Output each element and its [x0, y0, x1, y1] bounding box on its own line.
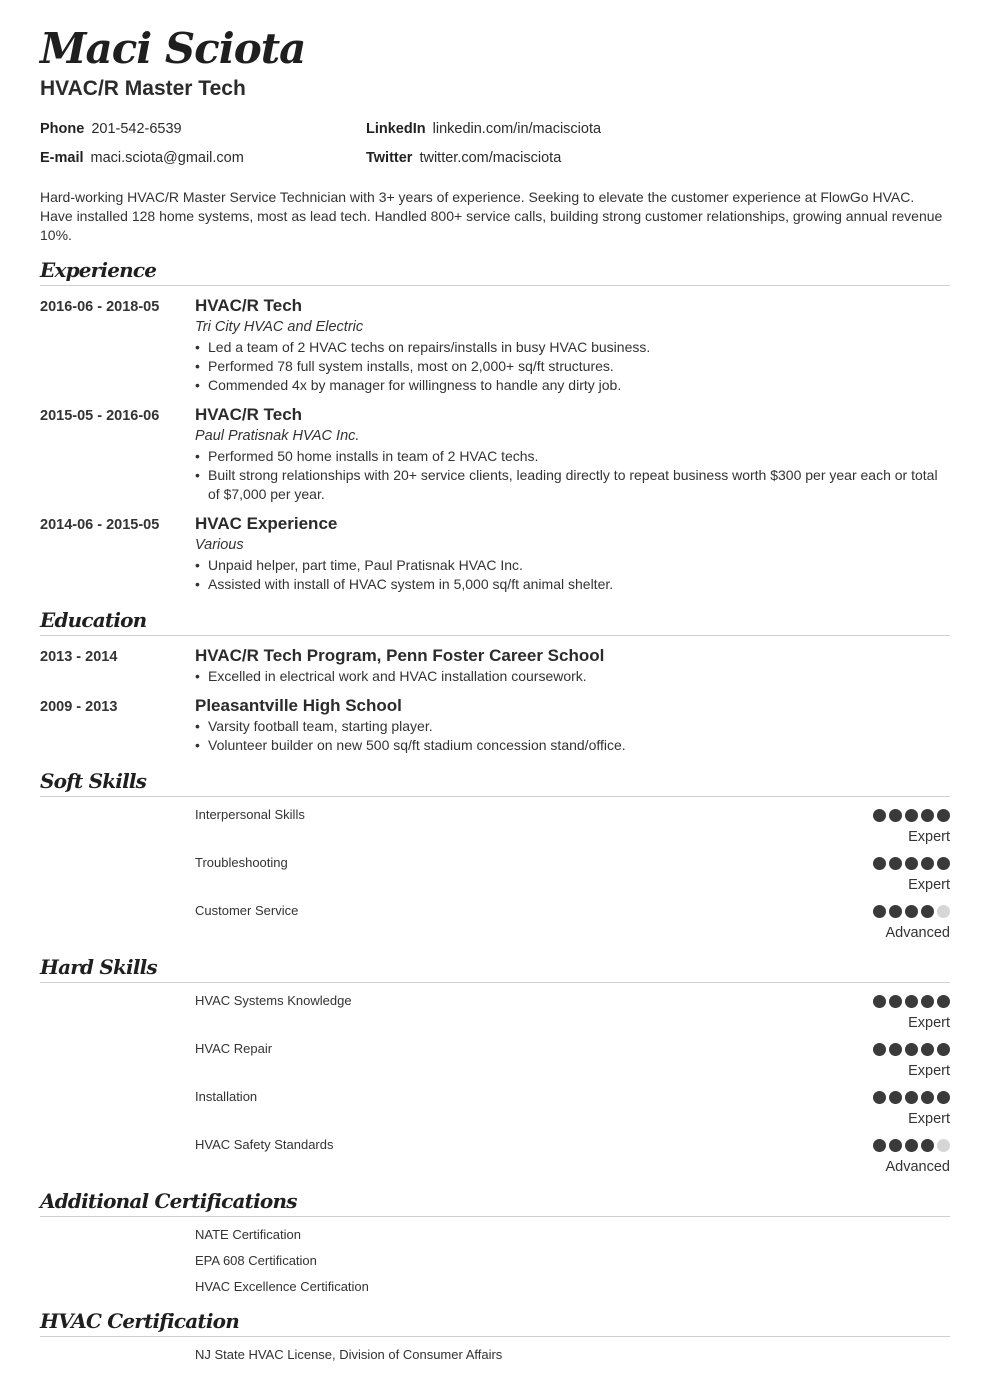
job-title: HVAC/R Master Tech — [40, 77, 246, 100]
rating-dot-filled — [937, 857, 950, 870]
rating-dot-filled — [873, 1139, 886, 1152]
entry-dates: 2015-05 - 2016-06 — [40, 408, 160, 424]
rating-dot-filled — [889, 995, 902, 1008]
skill-name: Interpersonal Skills — [195, 807, 305, 822]
rating-dot-filled — [905, 1043, 918, 1056]
skill-level: Expert — [908, 877, 950, 893]
summary: Hard-working HVAC/R Master Service Technician with 3+ years of experience. Seeking to elevate the customer experience at FlowGo HVAC. Have installed 128 home systems, most as lead tech. Handled 800+ service calls, building strong customer relationships, growing annual revenue 10%. — [40, 189, 943, 243]
soft-skills-heading: Soft Skills — [40, 769, 950, 797]
rating-dot-filled — [921, 1043, 934, 1056]
skill-row — [40, 807, 950, 851]
rating-dot-filled — [905, 905, 918, 918]
rating-dot-filled — [889, 1139, 902, 1152]
list-item: • Built strong relationships with 20+ service clients, leading directly to repeat business worth $300 per year each or total of $7,000 per year. — [195, 466, 950, 504]
rating-dot-filled — [937, 1043, 950, 1056]
skill-rating — [873, 1043, 950, 1056]
list-item: NATE Certification — [195, 1227, 301, 1242]
skill-name: Installation — [195, 1089, 258, 1104]
rating-dot-filled — [873, 857, 886, 870]
skill-rating — [873, 995, 950, 1008]
twitter-label: Twitter — [366, 150, 413, 166]
rating-dot-filled — [921, 1091, 934, 1104]
skill-rating — [873, 809, 950, 822]
skill-rating — [873, 905, 950, 918]
rating-dot-filled — [889, 809, 902, 822]
entry-title: HVAC/R Tech Program, Penn Foster Career School — [195, 646, 605, 665]
linkedin-label: LinkedIn — [366, 121, 426, 137]
contact-phone — [40, 121, 182, 137]
email-label: E-mail — [40, 150, 84, 166]
rating-dot-filled — [921, 905, 934, 918]
skill-row — [40, 1041, 950, 1085]
rating-dot-filled — [889, 1043, 902, 1056]
rating-dot-filled — [905, 809, 918, 822]
contact-linkedin — [366, 121, 601, 137]
rating-dot-filled — [889, 1091, 902, 1104]
linkedin-value: linkedin.com/in/macisciota — [432, 121, 602, 137]
skill-name: Customer Service — [195, 903, 299, 918]
skill-rating — [873, 857, 950, 870]
skill-level: Expert — [908, 1111, 950, 1127]
rating-dot-filled — [905, 857, 918, 870]
skill-level: Expert — [908, 1015, 950, 1031]
twitter-value: twitter.com/macisciota — [419, 150, 562, 166]
rating-dot-filled — [937, 809, 950, 822]
rating-dot-filled — [921, 809, 934, 822]
skill-level: Advanced — [885, 925, 950, 941]
skill-row — [40, 1089, 950, 1133]
entry-company: Paul Pratisnak HVAC Inc. — [195, 428, 360, 444]
rating-dot-filled — [937, 1091, 950, 1104]
skill-name: HVAC Repair — [195, 1041, 273, 1056]
rating-dot-filled — [905, 1139, 918, 1152]
contact-email — [40, 150, 244, 166]
additional-certifications-heading: Additional Certifications — [40, 1189, 950, 1217]
entry-dates: 2016-06 - 2018-05 — [40, 299, 160, 315]
skill-name: HVAC Systems Knowledge — [195, 993, 352, 1008]
rating-dot-filled — [873, 1091, 886, 1104]
rating-dot-filled — [905, 1091, 918, 1104]
list-item: • Volunteer builder on new 500 sq/ft stadium concession stand/office. — [195, 736, 950, 755]
skill-level: Expert — [908, 1063, 950, 1079]
rating-dot-filled — [921, 995, 934, 1008]
skill-name: HVAC Safety Standards — [195, 1137, 334, 1152]
entry-dates: 2014-06 - 2015-05 — [40, 517, 160, 533]
rating-dot-empty — [937, 1139, 950, 1152]
rating-dot-filled — [937, 995, 950, 1008]
phone-label: Phone — [40, 121, 85, 137]
rating-dot-empty — [937, 905, 950, 918]
skill-name: Troubleshooting — [195, 855, 288, 870]
list-item: • Led a team of 2 HVAC techs on repairs/installs in busy HVAC business. — [195, 338, 950, 357]
skill-row — [40, 855, 950, 899]
entry-title: HVAC/R Tech — [195, 296, 303, 315]
skill-level: Expert — [908, 829, 950, 845]
skill-row — [40, 1137, 950, 1181]
entry-dates: 2013 - 2014 — [40, 649, 118, 665]
skill-rating — [873, 1091, 950, 1104]
list-item: • Commended 4x by manager for willingness to handle any dirty job. — [195, 376, 950, 395]
rating-dot-filled — [905, 995, 918, 1008]
contact-twitter — [366, 150, 561, 166]
candidate-name: Maci Sciota — [40, 24, 306, 73]
list-item: • Assisted with install of HVAC system in 5,000 sq/ft animal shelter. — [195, 575, 950, 594]
skill-row — [40, 903, 950, 947]
entry-company: Tri City HVAC and Electric — [195, 319, 364, 335]
hvac-certification-heading: HVAC Certification — [40, 1309, 950, 1337]
entry-title: HVAC/R Tech — [195, 405, 303, 424]
rating-dot-filled — [873, 995, 886, 1008]
rating-dot-filled — [889, 905, 902, 918]
list-item: HVAC Excellence Certification — [195, 1279, 369, 1294]
rating-dot-filled — [873, 1043, 886, 1056]
rating-dot-filled — [921, 1139, 934, 1152]
list-item: • Performed 78 full system installs, most on 2,000+ sq/ft structures. — [195, 357, 950, 376]
list-item: • Performed 50 home installs in team of 2 HVAC techs. — [195, 447, 950, 466]
list-item: • Varsity football team, starting player. — [195, 717, 950, 736]
education-heading: Education — [40, 608, 950, 636]
experience-heading: Experience — [40, 258, 950, 286]
rating-dot-filled — [921, 857, 934, 870]
entry-company: Various — [195, 537, 244, 553]
hard-skills-heading: Hard Skills — [40, 955, 950, 983]
list-item: EPA 608 Certification — [195, 1253, 317, 1268]
email-value: maci.sciota@gmail.com — [90, 150, 244, 166]
skill-rating — [873, 1139, 950, 1152]
rating-dot-filled — [889, 857, 902, 870]
list-item: NJ State HVAC License, Division of Consumer Affairs — [195, 1347, 503, 1362]
list-item: • Excelled in electrical work and HVAC installation coursework. — [195, 667, 950, 686]
skill-row — [40, 993, 950, 1037]
rating-dot-filled — [873, 809, 886, 822]
skill-level: Advanced — [885, 1159, 950, 1175]
entry-title: HVAC Experience — [195, 514, 338, 533]
entry-dates: 2009 - 2013 — [40, 699, 118, 715]
list-item: • Unpaid helper, part time, Paul Pratisnak HVAC Inc. — [195, 556, 950, 575]
rating-dot-filled — [873, 905, 886, 918]
entry-title: Pleasantville High School — [195, 696, 402, 715]
phone-value: 201-542-6539 — [91, 121, 182, 137]
